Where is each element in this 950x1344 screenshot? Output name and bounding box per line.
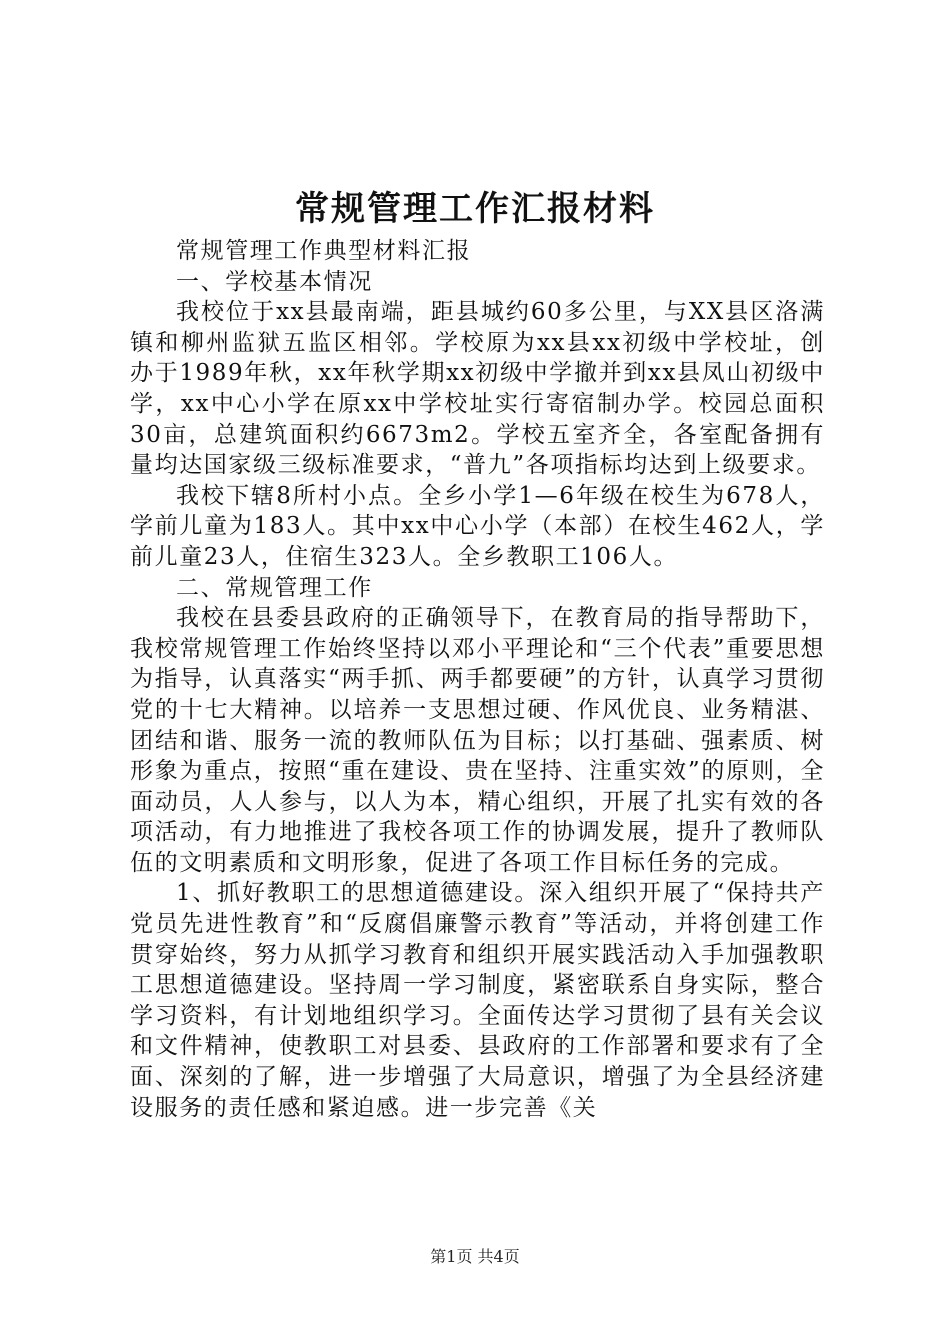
body-paragraph: 1、抓好教职工的思想道德建设。深入组织开展了“保持共产党员先进性教育”和“反腐倡廉警示教育”等活动，并将创建工作贯穿始终，努力从抓学习教育和组织开展实践活动入手加强教职工思想道德建设。坚持周一学习制度，紧密联系自身实际，整合学习资料，有计划地组织学习。全面传达学习贯彻了县有关会议和文件精神，使教职工对县委、县政府的工作部署和要求有了全面、深刻的了解，进一步增强了大局意识，增强了为全县经济建设服务的责任感和紧迫感。进一步完善《关 [130,880,825,1121]
body-paragraph: 我校在县委县政府的正确领导下，在教育局的指导帮助下，我校常规管理工作始终坚持以邓小平理论和“三个代表”重要思想为指导，认真落实“两手抓、两手都要硬”的方针，认真学习贯彻党的十七大精神。以培养一支思想过硬、作风优良、业务精湛、团结和谐、服务一流的教师队伍为目标；以打基础、强素质、树形象为重点，按照“重在建设、贵在坚持、注重实效”的原则，全面动员，人人参与，以人为本，精心组织，开展了扎实有效的各项活动，有力地推进了我校各项工作的协调发展，提升了教师队伍的文明素质和文明形象，促进了各项工作目标任务的完成。 [130,605,825,876]
document-title: 常规管理工作汇报材料 [295,189,655,229]
section-heading-1: 一、学校基本情况 [176,268,373,295]
section-heading-2: 二、常规管理工作 [176,574,373,601]
body-paragraph: 我校下辖8所村小点。全乡小学1—6年级在校生为678人，学前儿童为183人。其中xx中心小学（本部）在校生462人，学前儿童23人，住宿生323人。全乡教职工106人。 [130,482,825,570]
subtitle-paragraph: 常规管理工作典型材料汇报 [176,238,472,264]
page-footer: 第1页 共4页 [430,1247,520,1266]
body-paragraph: 我校位于xx县最南端，距县城约60多公里，与XX县区洛满镇和柳州监狱五监区相邻。学校原为xx县xx初级中学校址，创办于1989年秋，xx年秋学期xx初级中学撤并到xx县凤山初级中学，xx中心小学在原xx中学校址实行寄宿制办学。校园总面积30亩，总建筑面积约6673m2。学校五室齐全，各室配备拥有量均达国家级三级标准要求，“普九”各项指标均达到上级要求。 [130,299,825,479]
document-body [130,236,825,1123]
